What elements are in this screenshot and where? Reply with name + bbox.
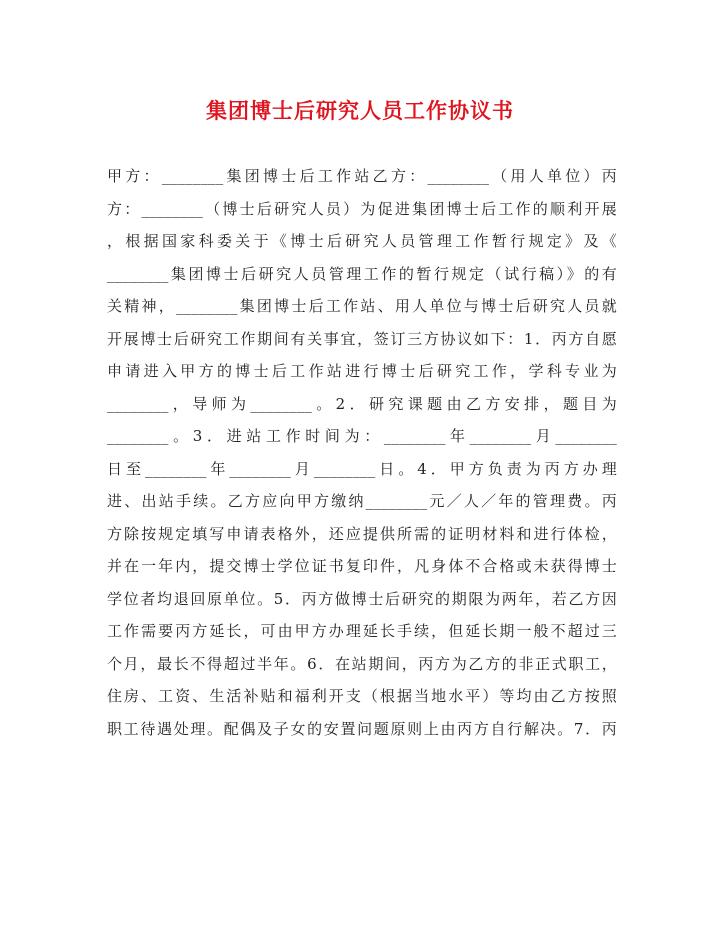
body-line: 工作需要丙方延长，可由甲方办理延长手续，但延长期一般不超过三 <box>107 622 617 640</box>
body-line: 开展博士后研究工作期间有关事宜，签订三方协议如下：1．丙方自愿 <box>107 329 617 348</box>
body-line: 个月，最长不得超过半年。6．在站期间，丙方为乙方的非正式职工， <box>107 654 617 673</box>
body-line: 方：________（博士后研究人员）为促进集团博士后工作的顺利开展 <box>107 199 617 218</box>
body-line: ________集团博士后研究人员管理工作的暂行规定（试行稿）》的有 <box>107 264 617 283</box>
body-line: 日至________年________月________日。4．甲方负责为丙方办理 <box>107 459 617 478</box>
body-line: 甲方：________集团博士后工作站乙方：________（用人单位）丙 <box>107 167 617 185</box>
body-line: 关精神，________集团博士后工作站、用人单位与博士后研究人员就 <box>107 297 617 315</box>
document-body <box>107 160 617 745</box>
body-line: 职工待遇处理。配偶及子女的安置问题原则上由丙方自行解决。7．丙 <box>107 719 617 738</box>
body-line: 住房、工资、生活补贴和福利开支（根据当地水平）等均由乙方按照 <box>107 687 617 705</box>
body-line: 并在一年内，提交博士学位证书复印件，凡身体不合格或未获得博士 <box>107 557 617 575</box>
body-line: ，根据国家科委关于《博士后研究人员管理工作暂行规定》及《 <box>107 232 617 250</box>
body-line: ________，导师为________。2．研究课题由乙方安排，题目为 <box>107 394 617 413</box>
body-line: 申请进入甲方的博士后工作站进行博士后研究工作，学科专业为 <box>107 362 617 380</box>
body-line: ________。3．进站工作时间为：________年________月________ <box>107 427 617 445</box>
body-line: 进、出站手续。乙方应向甲方缴纳________元／人／年的管理费。丙 <box>107 492 617 510</box>
body-line: 方除按规定填写申请表格外，还应提供所需的证明材料和进行体检， <box>107 524 617 543</box>
document-title: 集团博士后研究人员工作协议书 <box>206 98 514 123</box>
body-line: 学位者均退回原单位。5．丙方做博士后研究的期限为两年，若乙方因 <box>107 589 617 608</box>
